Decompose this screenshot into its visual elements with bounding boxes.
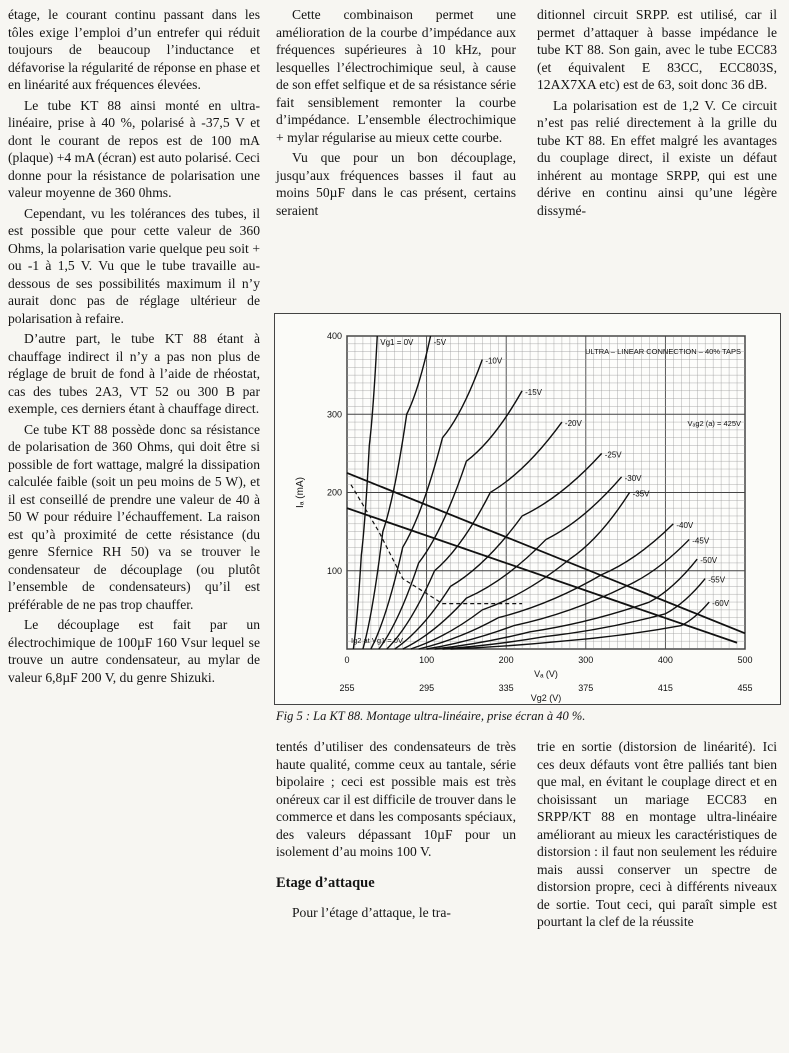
series-label: -15V	[525, 387, 543, 397]
series-label: -40V	[676, 520, 694, 530]
paragraph: Pour l’étage d’attaque, le tra-	[292, 905, 451, 920]
x-axis-label: Vₐ (V)	[534, 669, 558, 679]
y-tick-label: 200	[326, 487, 342, 498]
series-label: Vg1 = 0V	[380, 338, 414, 347]
x2-tick-label: 255	[339, 683, 355, 693]
y-tick-label: 400	[326, 331, 342, 341]
x2-tick-label: 335	[498, 683, 514, 693]
y-tick-label: 300	[326, 409, 342, 420]
paragraph: Ce tube KT 88 possède donc sa résistance de polarisation de 360 Ohms, qui doit être si possible de fort wattage, malgré la dissipation calculée faible (soit un peu moins de 5 W), et il est conseillé de prendre une valeur de 40 à 50 W pour réduire l’échauffement. La raison est qu’à proximité de cette résistance (du genre Sfernice RH 50) va se trouver le condensateur de découplage (ou plutôt l’ensemble de condensateurs) qu’il est préférable de ne pas trop chauffer.	[8, 421, 260, 612]
bias-label: Vₐg2 (a) = 425V	[687, 418, 741, 428]
text-column-right-top	[537, 6, 777, 222]
paragraph: La polarisation est de 1,2 V. Ce circuit n’est pas relié directement à la grille du tube KT 88. En effet malgré les avantages du couplage direct, il existe un défaut inhérent au montage SRPP, qui est une dérive en continu ainsi qu’une légère dissymé-	[537, 97, 777, 218]
section-heading: Etage d’attaque	[276, 874, 375, 891]
paragraph: Cependant, vu les tolérances des tubes, il est possible que pour cette valeur de 360 Ohms, la polarisation varie quelque peu soit + ou -1 à 1,5 V. Vu que le tube travaille au-dessous de ses possibilités maximum il n’y aurait donc pas de réglage ultérieur de polarisation à refaire.	[8, 205, 260, 326]
paragraph: Le découplage est fait par un électrochimique de 100µF 160 Vsur lequel se trouve un autre condensateur, au mylar de valeur 6,8µF 200 V, du genre Shizuki.	[8, 617, 260, 685]
text-column-middle-bottom	[276, 738, 516, 925]
series-label: -50V	[700, 556, 718, 566]
series-label: -10V	[485, 356, 503, 366]
y-axis-label: Iₐ (mA)	[295, 477, 306, 508]
chart-legend-text: ULTRA – LINEAR CONNECTION – 40% TAPS	[585, 347, 741, 356]
text-column-right-bottom	[537, 738, 777, 934]
paragraph: trie en sortie (distorsion de linéarité). Ici ces deux défauts vont être palliés tant bien que mal, en évitant le couplage direct et en choisissant un mariage ECC83 en SRPP/KT 88 en montage ultra-linéaire améliorant au mieux les caractéristiques de distorsion : il faut non seulement les réduire mais aussi conserver un spectre de distorsion propre, ceci à différents niveaux de sortie. Tout ceci, qui paraît simple est pourtant la clef de la réussite	[537, 739, 777, 929]
x-tick-label: 0	[344, 655, 350, 665]
paragraph: Cette combinaison permet une amélioration de la courbe d’impédance aux fréquences supérieures à 10 kHz, pour lesquelles l’électrochimique seul, à cause de son effet selfique et de sa résistance série fait sensiblement remonter la courbe d’impédance. L’ensemble électrochimique + mylar régularise au mieux cette courbe.	[276, 7, 516, 145]
series-label: -20V	[564, 419, 582, 429]
series-label: -30V	[624, 473, 642, 483]
series-label: -5V	[433, 338, 447, 347]
series-label: -25V	[604, 450, 622, 460]
x-tick-label: 500	[737, 655, 753, 665]
paragraph: étage, le courant continu passant dans les tôles exige l’emploi d’un entrefer qui réduit toujours de beaucoup l’inductance et défavorise la régularité de réponse en phase et en linéarité aux fréquences élevées.	[8, 7, 260, 92]
series-label: -45V	[692, 536, 710, 546]
figure-chart	[274, 313, 781, 705]
x2-axis-label: Vg2 (V)	[530, 693, 562, 703]
y-tick-label: 100	[326, 565, 342, 576]
zero-grid-label: Ig2 at Vg1 = 0V	[351, 636, 403, 645]
x-tick-label: 100	[419, 655, 435, 665]
paragraph: Vu que pour un bon découplage, jusqu’aux fréquences basses il faut au moins 50µF dans le cas présent, certains seraient	[276, 150, 516, 218]
paragraph: ditionnel circuit SRPP. est utilisé, car il permet d’attaquer à basse impédance le tube KT 88. Son gain, avec le tube ECC83 (et équivalent E 83CC, ECC803S, 12AX7XA etc) est de 63, soit donc 36 dB.	[537, 7, 777, 92]
series-label: -55V	[708, 575, 726, 585]
series-label: -60V	[712, 599, 730, 609]
series-label: -35V	[632, 489, 650, 499]
paragraph: tentés d’utiliser des condensateurs de très haute qualité, comme ceux au tantale, série bipolaire ; ceci est possible mais est très onéreux car il est difficile de trouver dans le commerce et dans les composants spéciaux, des valeurs dépassant 10µF pour un isolement d’au moins 100 V.	[276, 739, 516, 859]
paragraph: Le tube KT 88 ainsi monté en ultra-linéaire, prise à 40 %, polarisé à -37,5 V et dont le courant de repos est de 100 mA (plaque) +4 mA (écran) est auto polarisé. Ceci donne pour la résistance de polarisation une valeur moyenne de 360 0hms.	[8, 97, 260, 200]
kt88-characteristics-chart	[275, 314, 780, 704]
x-tick-label: 200	[498, 655, 514, 665]
text-column-left	[8, 6, 260, 689]
x2-tick-label: 295	[419, 683, 435, 693]
x-tick-label: 300	[578, 655, 594, 665]
paragraph: D’autre part, le tube KT 88 étant à chauffage indirect il n’y a pas non plus de réglage de bruit de fond à l’aide de rhéostat, cas des tubes 2A3, VT 52 ou 300 B par exemple, ces derniers étant à chauffage direct.	[8, 331, 260, 416]
text-column-middle-top	[276, 6, 516, 222]
figure-caption: Fig 5 : La KT 88. Montage ultra-linéaire, prise écran à 40 %.	[276, 709, 586, 723]
x-tick-label: 400	[657, 655, 673, 665]
x2-tick-label: 455	[737, 683, 753, 693]
x2-tick-label: 415	[657, 683, 673, 693]
x2-tick-label: 375	[578, 683, 594, 693]
